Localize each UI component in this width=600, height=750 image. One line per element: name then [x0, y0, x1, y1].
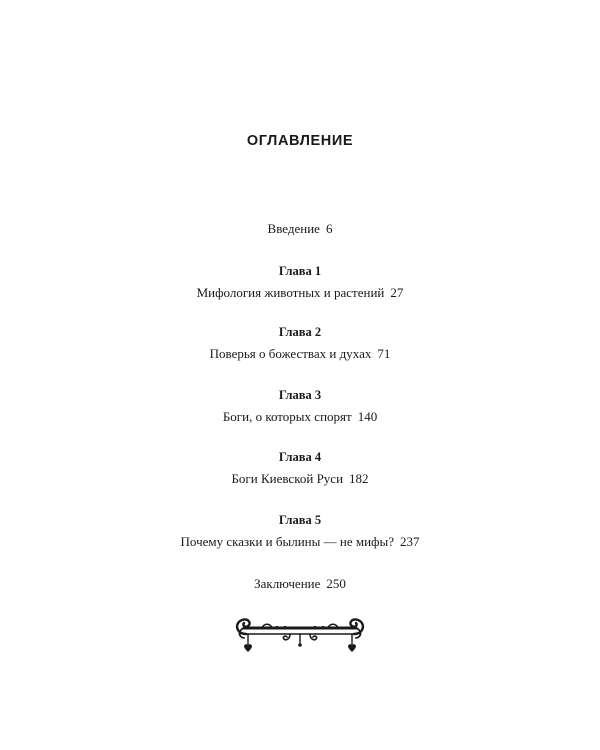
chapter-3-title: Боги, о которых спорят	[222, 409, 352, 424]
chapter-2-title: Поверья о божествах и духах	[209, 346, 372, 361]
toc-entry-chapter-4[interactable]	[0, 471, 600, 487]
chapter-4-title: Боги Киевской Руси	[231, 471, 344, 486]
chapter-5-page-number: 237	[399, 534, 420, 549]
chapter-5-heading: Глава 5	[278, 513, 322, 527]
toc-entry-chapter-1[interactable]	[0, 285, 600, 301]
chapter-3-page-number: 140	[357, 409, 378, 424]
intro-page-number: 6	[325, 221, 333, 236]
chapter-1-heading: Глава 1	[278, 264, 322, 278]
toc-entry-chapter-3[interactable]	[0, 409, 600, 425]
chapter-1-title: Мифология животных и растений	[196, 285, 385, 300]
toc-entry-intro[interactable]	[0, 221, 600, 237]
toc-entry-chapter-5[interactable]	[0, 534, 600, 550]
conclusion-label: Заключение	[254, 576, 321, 591]
chapter-1-page-number: 27	[390, 285, 404, 300]
toc-entry-chapter-2[interactable]	[0, 346, 600, 362]
page-title: ОГЛАВЛЕНИЕ	[246, 133, 354, 149]
intro-label: Введение	[267, 221, 320, 236]
chapter-5-title: Почему сказки и былины — не мифы?	[180, 534, 394, 549]
toc-entry-conclusion[interactable]	[0, 576, 600, 592]
chapter-3-heading: Глава 3	[278, 388, 322, 402]
chapter-4-heading: Глава 4	[278, 450, 322, 464]
conclusion-page-number: 250	[326, 576, 346, 591]
chapter-2-page-number: 71	[377, 346, 391, 361]
chapter-2-heading: Глава 2	[278, 325, 322, 339]
chapter-4-page-number: 182	[349, 471, 369, 486]
decorative-flourish-icon	[232, 613, 368, 655]
